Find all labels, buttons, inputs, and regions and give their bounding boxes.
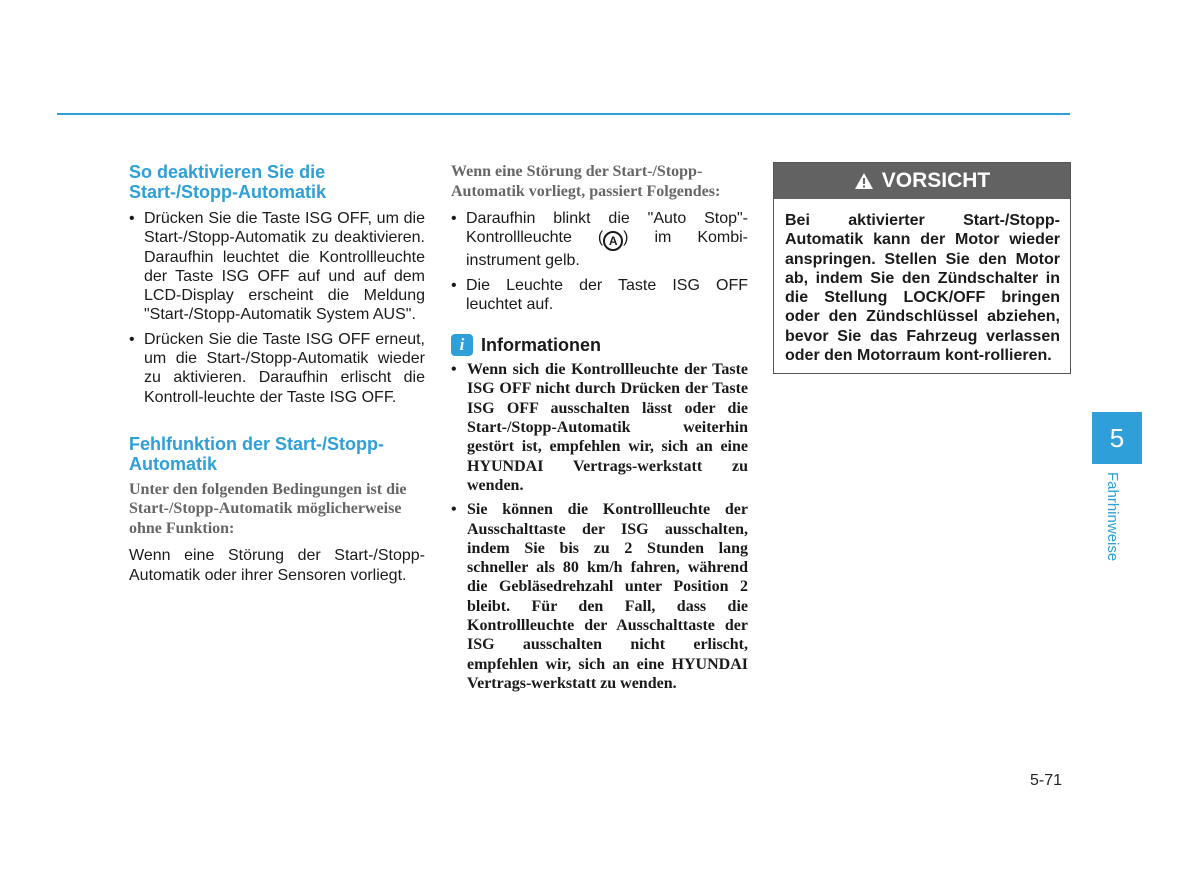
page-number: 5-71 xyxy=(1030,772,1063,789)
caution-header xyxy=(774,163,1070,199)
column-1 xyxy=(129,162,425,585)
list-item: • Drücken Sie die Taste ISG OFF, um die Start-/Stopp-Automatik zu deaktivieren. Daraufhin leuchtet die Kontrollleuchte der Taste ISG OFF auf und auf dem LCD-Display erscheint die Meldung "Start-/Stopp-Automatik System AUS". xyxy=(129,209,425,325)
column-2 xyxy=(451,162,748,698)
column-3 xyxy=(773,162,1071,374)
fault-bullet-list xyxy=(451,209,748,314)
info-icon: i xyxy=(451,334,473,356)
top-rule xyxy=(57,113,1070,115)
caution-title: VORSICHT xyxy=(881,169,991,192)
chapter-label: Fahrhinweise xyxy=(1104,472,1121,562)
auto-stop-text-pre: Daraufhin blinkt die "Auto Stop"-Kontrollleuchte ( xyxy=(466,210,748,247)
auto-stop-text-post: ) im Kombi-instrument gelb. xyxy=(466,229,748,270)
warning-triangle-icon xyxy=(854,172,874,190)
list-item: • Wenn sich die Kontrollleuchte der Taste ISG OFF nicht durch Drücken der Taste ISG OFF ausschalten lässt oder die Start-/Stopp-Automatik weiterhin gestört ist, empfehlen wir, sich an eine HYUNDAI Vertrags-werkstatt zu wenden. xyxy=(451,360,748,495)
fault-lead: Wenn eine Störung der Start-/Stopp-Automatik vorliegt, passiert Folgendes: xyxy=(451,163,721,200)
list-item xyxy=(451,209,748,271)
list-item: • Sie können die Kontrollleuchte der Ausschalttaste der ISG ausschalten, indem Sie bis zu 2 Stunden lang schneller als 80 km/h fahren, während die Gebläsedrehzahl unter Position 2 bleibt. Für den Fall, dass die Kontrollleuchte der Ausschalttaste der ISG ausschalten nicht erlischt, empfehlen wir, sich an eine HYUNDAI Vertrags-werkstatt zu wenden. xyxy=(451,500,748,693)
info-bullet-list xyxy=(451,360,748,693)
list-item: • Drücken Sie die Taste ISG OFF erneut, um die Start-/Stopp-Automatik wieder zu aktivieren. Daraufhin erlischt die Kontroll-leuchte der Taste ISG OFF. xyxy=(129,330,425,407)
info-title: Informationen xyxy=(481,334,601,355)
list-item: • Die Leuchte der Taste ISG OFF leuchtet auf. xyxy=(451,276,748,315)
info-heading xyxy=(451,334,748,356)
section-heading-deactivate: So deaktivieren Sie die Start-/Stopp-Automatik xyxy=(129,162,326,202)
deactivate-bullet-list xyxy=(129,209,425,407)
malfunction-paragraph: Wenn eine Störung der Start-/Stopp-Automatik oder ihrer Sensoren vorliegt. xyxy=(129,547,425,584)
auto-stop-indicator-icon: A xyxy=(603,231,623,251)
caution-body: Bei aktivierter Start-/Stopp-Automatik kann der Motor wieder anspringen. Stellen Sie den Motor ab, indem Sie den Zündschalter in die Stellung LOCK/OFF bringen oder den Zündschlüssel abziehen, bevor Sie das Fahrzeug verlassen oder den Motorraum kont-rollieren. xyxy=(785,212,1060,365)
chapter-tab: 5 xyxy=(1092,412,1142,464)
caution-box xyxy=(773,162,1071,374)
malfunction-lead: Unter den folgenden Bedingungen ist die Start-/Stopp-Automatik möglicherweise ohne Funktion: xyxy=(129,480,407,537)
section-heading-malfunction: Fehlfunktion der Start-/Stopp-Automatik xyxy=(129,433,384,474)
